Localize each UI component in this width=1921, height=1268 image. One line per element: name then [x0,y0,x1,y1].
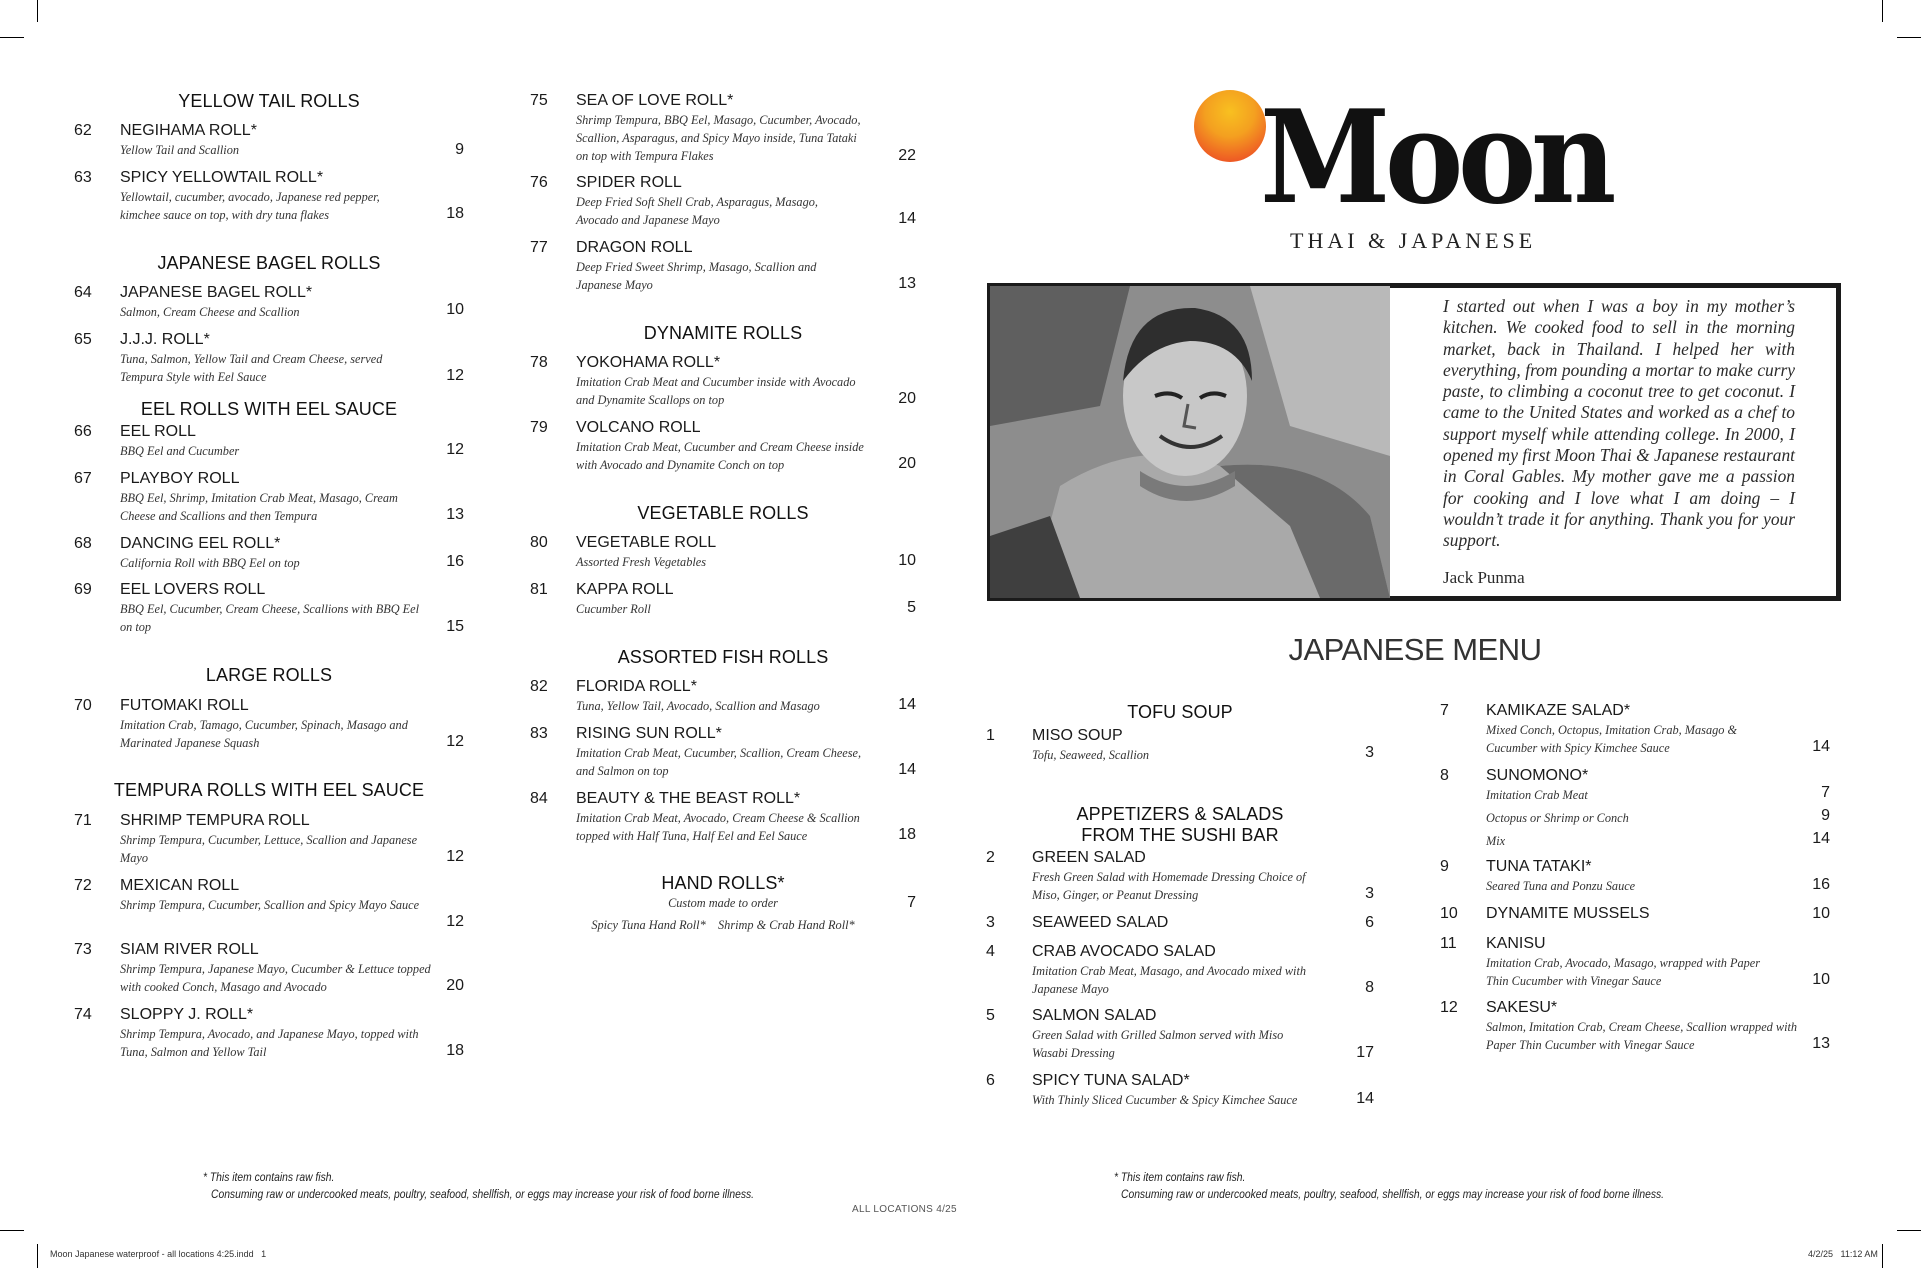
item-price: 14 [898,761,916,778]
item-name: TUNA TATAKI* [1486,858,1592,875]
item-number: 11 [1440,935,1457,952]
item-description: Mixed Conch, Octopus, Imitation Crab, Masago & Cucumber with Spicy Kimchee Sauce [1486,723,1738,755]
item-name: SALMON SALAD [1032,1007,1157,1024]
section-title: TEMPURA ROLLS WITH EEL SAUCE [113,780,425,800]
item-number: 66 [74,423,92,440]
item-price: 10 [1812,905,1830,922]
item-price: 9 [455,141,464,158]
item-description: Deep Fried Soft Shell Crab, Asparagus, Masago, Avocado and Japanese Mayo [576,195,818,227]
crop-mark [0,1230,24,1231]
item-number: 7 [1440,702,1449,719]
item-number: 77 [530,239,548,256]
item-description: Imitation Crab Meat and Cucumber inside with Avocado and Dynamite Scallops on top [576,375,856,407]
item-number: 12 [1440,999,1458,1016]
item-description: Imitation Crab Meat, Avocado, Cream Cheese & Scallion topped with Half Tuna, Half Eel and Eel Sauce [576,811,860,843]
item-number: 81 [530,581,548,598]
item-name: FUTOMAKI ROLL [120,697,249,714]
crop-mark [0,37,24,38]
item-number: 68 [74,535,92,552]
file-slug: Moon Japanese waterproof - all locations 4:25.indd 1 [50,1249,267,1259]
chef-signature: Jack Punma [1443,568,1525,587]
item-name: JAPANESE BAGEL ROLL* [120,284,313,301]
item-price: 10 [446,301,464,318]
locations-note: ALL LOCATIONS 4/25 [852,1204,957,1215]
item-name: GREEN SALAD [1032,849,1146,866]
item-name: SPICY YELLOWTAIL ROLL* [120,169,324,186]
item-price: 14 [898,696,916,713]
item-number: 1 [986,727,995,744]
item-name: BEAUTY & THE BEAST ROLL* [576,790,801,807]
item-price: 9 [1821,807,1830,824]
page-title: JAPANESE MENU [1288,632,1542,667]
item-price: 13 [1812,1035,1830,1052]
item-price: 13 [898,275,916,292]
item-description: Shrimp Tempura, BBQ Eel, Masago, Cucumber, Avocado, Scallion, Asparagus, and Spicy Mayo inside, Tuna Tataki on top with Tempura Flakes [576,113,861,163]
item-number: 71 [74,812,92,829]
item-name: SPIDER ROLL [576,174,682,191]
item-price: 5 [907,599,916,616]
item-price: 14 [1812,738,1830,755]
item-number: 83 [530,725,548,742]
raw-fish-note: * This item contains raw fish. [1114,1170,1246,1184]
item-price: 22 [898,147,916,164]
item-description: Assorted Fresh Vegetables [576,555,707,569]
item-number: 79 [530,419,548,436]
item-number: 73 [74,941,92,958]
hand-rolls-title: HAND ROLLS* [661,873,785,893]
chef-portrait [990,286,1390,598]
item-name: SPICY TUNA SALAD* [1032,1072,1190,1089]
crop-mark [37,1244,38,1268]
item-description: Deep Fried Sweet Shrimp, Masago, Scallion and Japanese Mayo [576,260,817,292]
item-name: EEL ROLL [120,423,196,440]
item-price: 6 [1365,914,1374,931]
item-price: 20 [898,455,916,472]
item-description: Shrimp Tempura, Japanese Mayo, Cucumber & Lettuce topped with cooked Conch, Masago and Avocado [120,962,431,994]
item-name: J.J.J. ROLL* [120,331,210,348]
hand-rolls-price: 7 [907,894,916,911]
item-price: 10 [898,552,916,569]
item-number: 74 [74,1006,92,1023]
item-description: BBQ Eel, Shrimp, Imitation Crab Meat, Masago, Cream Cheese and Scallions and then Tempura [120,491,398,523]
item-name: EEL LOVERS ROLL [120,581,266,598]
item-name: KAMIKAZE SALAD* [1486,702,1631,719]
item-name: KANISU [1486,935,1546,952]
item-description: Tuna, Yellow Tail, Avocado, Scallion and Masago [576,699,820,713]
item-name: NEGIHAMA ROLL* [120,122,257,139]
item-description: With Thinly Sliced Cucumber & Spicy Kimchee Sauce [1032,1093,1298,1107]
item-number: 62 [74,122,92,139]
item-number: 82 [530,678,548,695]
section-title: LARGE ROLLS [205,665,333,685]
item-price: 3 [1365,885,1374,902]
hand-rolls-subtitle: Custom made to order [668,896,778,910]
item-number: 8 [1440,767,1449,784]
item-price: 12 [446,913,464,930]
item-price: 12 [446,848,464,865]
item-number: 6 [986,1072,995,1089]
item-price: 17 [1356,1044,1374,1061]
item-number: 76 [530,174,548,191]
item-name: CRAB AVOCADO SALAD [1032,943,1216,960]
item-number: 67 [74,470,92,487]
item-price: 16 [1812,876,1830,893]
crop-mark [1897,37,1921,38]
moon-sun-logo-icon [1194,90,1266,162]
item-name: FLORIDA ROLL* [576,678,697,695]
item-price: 13 [446,506,464,523]
item-price: 20 [446,977,464,994]
item-description: Green Salad with Grilled Salmon served with Miso Wasabi Dressing [1032,1028,1284,1060]
section-title: VEGETABLE ROLLS [637,503,809,523]
section-title: EEL ROLLS WITH EEL SAUCE [140,399,398,419]
brand-tagline: THAI & JAPANESE [1290,228,1537,253]
item-description: Shrimp Tempura, Cucumber, Lettuce, Scallion and Japanese Mayo [120,833,418,865]
item-description: Seared Tuna and Ponzu Sauce [1486,879,1636,893]
item-price: 10 [1812,971,1830,988]
item-description: California Roll with BBQ Eel on top [120,556,300,570]
item-description: BBQ Eel, Cucumber, Cream Cheese, Scallions with BBQ Eel on top [120,602,420,634]
section-title: TOFU SOUP [1127,702,1233,722]
item-price: 18 [446,205,464,222]
item-number: 75 [530,92,548,109]
brand-logo: Moon [1260,83,1611,233]
item-option: Mix [1486,834,1506,848]
item-number: 64 [74,284,92,301]
item-name: SHRIMP TEMPURA ROLL [120,812,310,829]
item-price: 14 [898,210,916,227]
item-description: Shrimp Tempura, Cucumber, Scallion and Spicy Mayo Sauce [120,898,420,912]
item-price: 12 [446,367,464,384]
item-price: 12 [446,441,464,458]
chef-portrait-illustration [990,286,1390,598]
item-description: Tuna, Salmon, Yellow Tail and Cream Cheese, served Tempura Style with Eel Sauce [120,352,383,384]
item-name: YOKOHAMA ROLL* [576,354,721,371]
crop-mark [37,0,38,22]
item-number: 5 [986,1007,995,1024]
item-price: 7 [1821,784,1830,801]
item-description: Tofu, Seaweed, Scallion [1032,748,1150,762]
item-price: 18 [446,1042,464,1059]
date-slug: 4/2/25 11:12 AM [1808,1249,1878,1259]
item-description: Salmon, Imitation Crab, Cream Cheese, Scallion wrapped with Paper Thin Cucumber with Vinegar Sauce [1486,1020,1798,1052]
item-number: 70 [74,697,92,714]
item-number: 78 [530,354,548,371]
item-name: DYNAMITE MUSSELS [1486,905,1650,922]
item-price: 3 [1365,744,1374,761]
item-price: 14 [1812,830,1830,847]
item-number: 63 [74,169,92,186]
section-title: JAPANESE BAGEL ROLLS [157,253,381,273]
item-number: 4 [986,943,995,960]
item-description: Imitation Crab, Avocado, Masago, wrapped with Paper Thin Cucumber with Vinegar Sauce [1486,956,1761,988]
item-name: DANCING EEL ROLL* [120,535,281,552]
crop-mark [1897,1230,1921,1231]
crop-mark [1882,1244,1883,1268]
item-name: DRAGON ROLL [576,239,693,256]
item-description: Imitation Crab Meat, Cucumber and Cream Cheese inside with Avocado and Dynamite Conch on top [576,440,864,472]
item-description: Yellow Tail and Scallion [120,143,240,157]
item-number: 10 [1440,905,1458,922]
section-title: ASSORTED FISH ROLLS [617,647,829,667]
item-description: Fresh Green Salad with Homemade Dressing Choice of Miso, Ginger, or Peanut Dressing [1032,870,1306,902]
item-description: Shrimp Tempura, Avocado, and Japanese Mayo, topped with Tuna, Salmon and Yellow Tail [120,1027,419,1059]
raw-fish-note: * This item contains raw fish. [203,1170,335,1184]
item-name: SUNOMONO* [1486,767,1589,784]
item-description: Yellowtail, cucumber, avocado, Japanese red pepper, kimchee sauce on top, with dry tuna flakes [120,190,380,222]
item-name: MISO SOUP [1032,727,1123,744]
item-price: 20 [898,390,916,407]
item-number: 69 [74,581,92,598]
health-warning: Consuming raw or undercooked meats, poultry, seafood, shellfish, or eggs may increase your risk of food borne illness. [211,1187,755,1201]
item-option: Imitation Crab Meat [1486,788,1588,802]
item-price: 12 [446,733,464,750]
item-number: 9 [1440,858,1449,875]
item-number: 65 [74,331,92,348]
item-name: PLAYBOY ROLL [120,470,240,487]
item-name: MEXICAN ROLL [120,877,240,894]
item-description: Salmon, Cream Cheese and Scallion [120,305,300,319]
item-name: VEGETABLE ROLL [576,534,717,551]
item-option: Octopus or Shrimp or Conch [1486,811,1629,825]
item-name: SLOPPY J. ROLL* [120,1006,254,1023]
item-price: 15 [446,618,464,635]
item-price: 18 [898,826,916,843]
item-number: 80 [530,534,548,551]
item-description: Imitation Crab, Tamago, Cucumber, Spinach, Masago and Marinated Japanese Squash [120,718,408,750]
section-title: APPETIZERS & SALADS [1076,804,1284,824]
item-description: Imitation Crab Meat, Masago, and Avocado mixed with Japanese Mayo [1032,964,1307,996]
section-title-line2: FROM THE SUSHI BAR [1081,825,1279,845]
crop-mark [1882,0,1883,22]
item-number: 72 [74,877,92,894]
item-description: Cucumber Roll [576,602,651,616]
section-title: YELLOW TAIL ROLLS [178,91,360,111]
item-name: SIAM RIVER ROLL [120,941,259,958]
item-name: RISING SUN ROLL* [576,725,722,742]
item-number: 3 [986,914,995,931]
item-number: 84 [530,790,548,807]
section-title: DYNAMITE ROLLS [643,323,803,343]
item-name: KAPPA ROLL [576,581,674,598]
item-price: 16 [446,553,464,570]
item-name: VOLCANO ROLL [576,419,701,436]
item-name: SEAWEED SALAD [1032,914,1169,931]
health-warning: Consuming raw or undercooked meats, poultry, seafood, shellfish, or eggs may increase your risk of food borne illness. [1121,1187,1665,1201]
item-price: 14 [1356,1090,1374,1107]
item-name: SEA OF LOVE ROLL* [576,92,734,109]
item-price: 8 [1365,979,1374,996]
item-description: Imitation Crab Meat, Cucumber, Scallion, Cream Cheese, and Salmon on top [576,746,862,778]
item-description: BBQ Eel and Cucumber [120,444,240,458]
chef-story: I started out when I was a boy in my mother’s kitchen. We cooked food to sell in the morning market, back in Thailand. I helped her with everything, from pounding a mortar to make curry paste, to climbing a coconut tree to get coconut. I came to the United States and worked as a chef to support myself while attending college. In 2000, I opened my first Moon Thai & Japanese restaurant in Coral Gables. My mother gave me a passion for cooking and I love what I am doing – I wouldn’t trade it for anything. Thank you for your support. [1443,296,1795,551]
item-number: 2 [986,849,995,866]
hand-rolls-options: Spicy Tuna Hand Roll* Shrimp & Crab Hand Roll* [591,918,855,932]
item-name: SAKESU* [1486,999,1558,1016]
